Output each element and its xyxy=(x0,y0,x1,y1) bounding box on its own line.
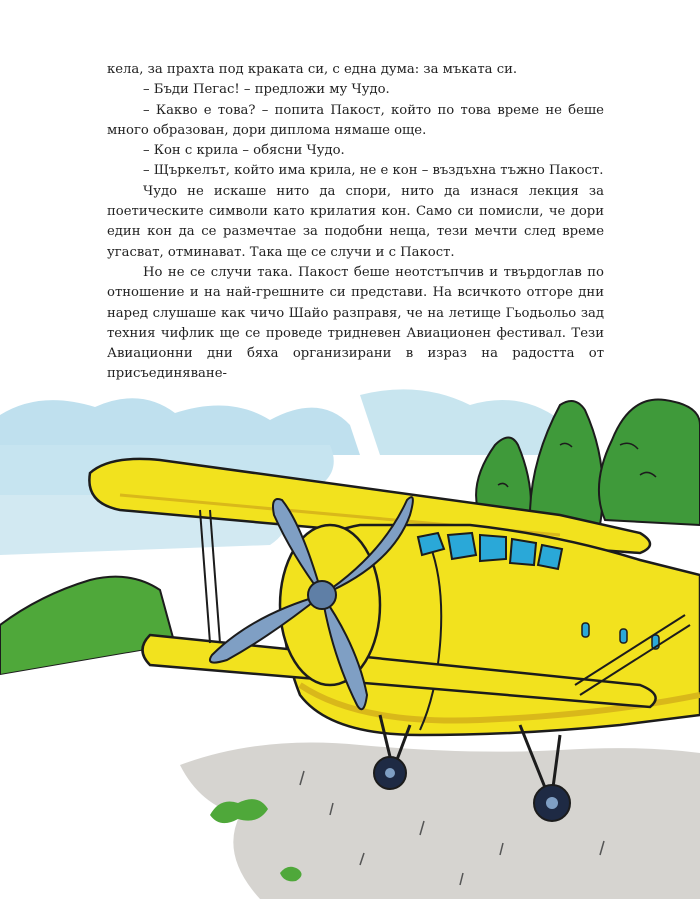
paragraph-4: – Кон с крила – обясни Чудо. xyxy=(143,143,345,159)
biplane-illustration xyxy=(0,385,700,899)
ground xyxy=(180,743,700,899)
paragraph-5: – Щъркелът, който има крила, не е кон – въздъхна тъжно Пакост. xyxy=(143,163,604,179)
paragraph-1: кела, за прахта под краката си, с една дума: за мъката си. xyxy=(107,62,518,77)
paragraph-6: Чудо не искаше нито да спори, нито да изнася лекция за поетическите символи като крилатия кон. Само си помисли, че дори един кон да се размечтае за подобни неща, тези мечти след време угасват, отминават. Така ще се случи и с Пакост. xyxy=(107,183,604,260)
paragraph-2: – Бъди Пегас! – предложи му Чудо. xyxy=(143,82,390,98)
story-text xyxy=(107,60,604,385)
paragraph-3: – Какво е това? – попита Пакост, който по това време не беше много образован, дори диплома нямаше още. xyxy=(107,102,604,138)
paragraph-7: Но не се случи така. Пакост беше неотстъпчив и твърдоглав по отношение и на най-грешните си представи. На всичкото отгоре дни наред слушаше как чичо Шайо разправя, че на летище Гьодьольо зад техния чифлик ще се проведе тридневен Авиационен фестивал. Тези Авиационни дни бяха организирани в израз на радостта от присъединяване- xyxy=(107,264,604,382)
